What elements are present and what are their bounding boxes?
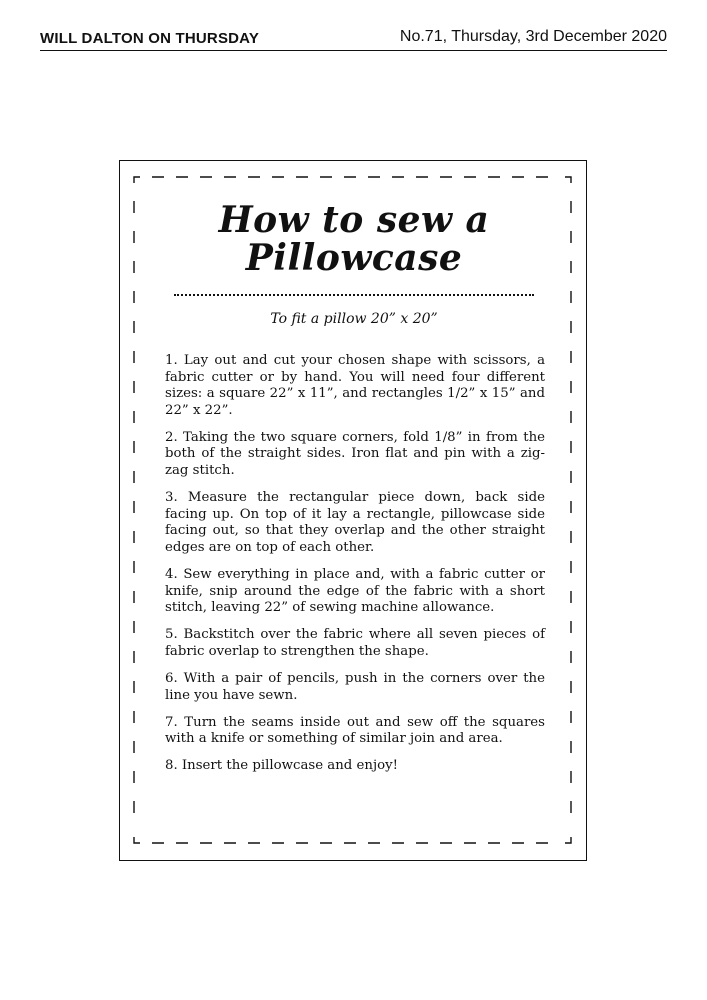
- dotted-divider: [174, 294, 534, 296]
- publication-name: WILL DALTON ON THURSDAY: [40, 30, 260, 47]
- masthead: [40, 26, 667, 51]
- step-item: 4. Sew everything in place and, with a fabric cutter or knife, snip around the edge of the fabric with a short stitch, leaving 22” of sewing machine allowance.: [165, 567, 545, 616]
- step-item: 7. Turn the seams inside out and sew off the squares with a knife or something of similar join and area.: [165, 714, 545, 747]
- issue-dateline: No.71, Thursday, 3rd December 2020: [399, 28, 667, 45]
- steps-list: [165, 353, 545, 785]
- instruction-card: [119, 160, 587, 861]
- card-title: [120, 201, 588, 277]
- card-title-line-1: How to sew a: [218, 199, 490, 241]
- step-item: 2. Taking the two square corners, fold 1/8” in from the both of the straight sides. Iron flat and pin with a zig-zag stitch.: [165, 429, 545, 479]
- card-title-line-2: Pillowcase: [245, 237, 463, 279]
- step-item: 3. Measure the rectangular piece down, back side facing up. On top of it lay a rectangle, pillowcase side facing out, so that they overlap and the other straight edges are on top of each other.: [165, 490, 545, 555]
- step-item: 8. Insert the pillowcase and enjoy!: [165, 758, 398, 774]
- card-subtitle: To fit a pillow 20” x 20”: [270, 311, 438, 327]
- step-item: 5. Backstitch over the fabric where all seven pieces of fabric overlap to strengthen the shape.: [165, 627, 545, 659]
- step-item: 1. Lay out and cut your chosen shape with scissors, a fabric cutter or by hand. You will need four different sizes: a square 22” x 11”, and rectangles 1/2” x 15” and 22” x 22”.: [165, 353, 545, 418]
- step-item: 6. With a pair of pencils, push in the corners over the line you have sewn.: [165, 671, 545, 703]
